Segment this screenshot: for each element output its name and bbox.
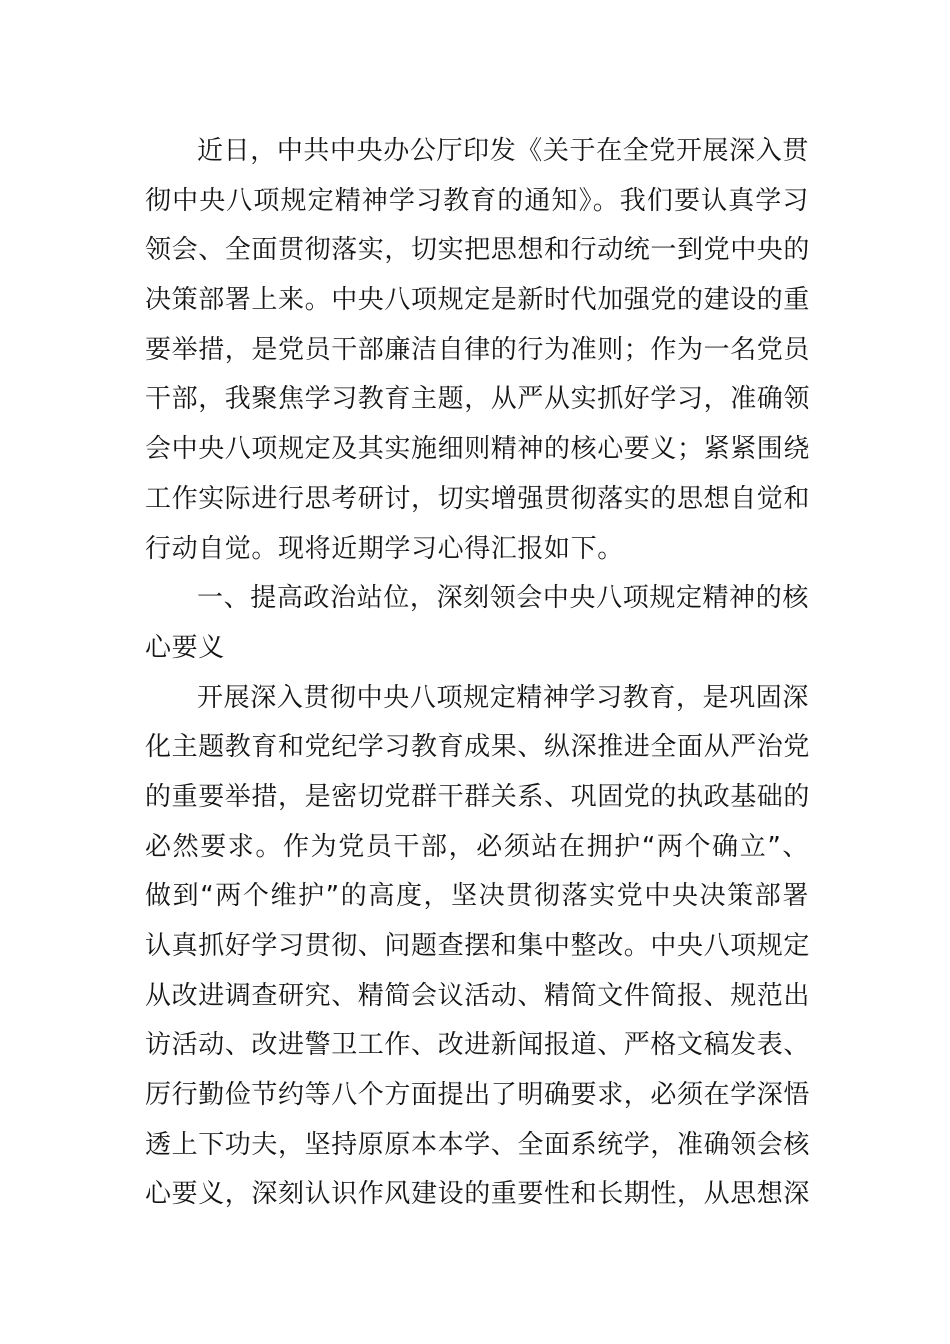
text-line: 会中央八项规定及其实施细则精神的核心要义；紧紧围绕: [145, 434, 811, 465]
text-line: 开展深入贯彻中央八项规定精神学习教育，是巩固深: [197, 682, 809, 713]
text-line: 一、提高政治站位，深刻领会中央八项规定精神的核: [197, 583, 809, 614]
text-line: 做到“两个维护”的高度，坚决贯彻落实党中央决策部署: [145, 881, 809, 912]
paragraph-body: [145, 674, 809, 1221]
text-line: 心要义: [145, 632, 225, 663]
text-line: 化主题教育和党纪学习教育成果、纵深推进全面从严治党: [145, 732, 811, 763]
text-line: 厉行勤俭节约等八个方面提出了明确要求，必须在学深悟: [145, 1080, 811, 1111]
text-line: 心要义，深刻认识作风建设的重要性和长期性，从思想深: [145, 1179, 811, 1210]
text-line: 彻中央八项规定精神学习教育的通知》。我们要认真学习: [145, 185, 809, 216]
text-line: 访活动、改进警卫工作、改进新闻报道、严格文稿发表、: [145, 1030, 811, 1061]
document-body: [145, 127, 809, 1220]
text-line: 干部，我聚焦学习教育主题，从严从实抓好学习，准确领: [145, 384, 811, 415]
text-line: 认真抓好学习贯彻、问题查摆和集中整改。中央八项规定: [145, 931, 811, 961]
text-line: 从改进调查研究、精简会议活动、精简文件简报、规范出: [145, 980, 811, 1011]
text-line: 近日，中共中央办公厅印发《关于在全党开展深入贯: [197, 136, 809, 166]
text-line: 行动自觉。现将近期学习心得汇报如下。: [145, 533, 624, 564]
text-line: 必然要求。作为党员干部，必须站在拥护“两个确立”、: [145, 831, 809, 862]
section-heading: [145, 574, 809, 673]
text-line: 工作实际进行思考研讨，切实增强贯彻落实的思想自觉和: [145, 483, 811, 514]
text-line: 透上下功夫，坚持原原本本学、全面系统学，准确领会核: [145, 1129, 811, 1160]
text-line: 领会、全面贯彻落实，切实把思想和行动统一到党中央的: [145, 235, 811, 266]
text-line: 的重要举措，是密切党群干群关系、巩固党的执政基础的: [145, 781, 811, 812]
text-line: 决策部署上来。中央八项规定是新时代加强党的建设的重: [145, 285, 811, 316]
paragraph-intro: [145, 127, 809, 574]
text-line: 要举措，是党员干部廉洁自律的行为准则；作为一名党员: [145, 334, 811, 365]
